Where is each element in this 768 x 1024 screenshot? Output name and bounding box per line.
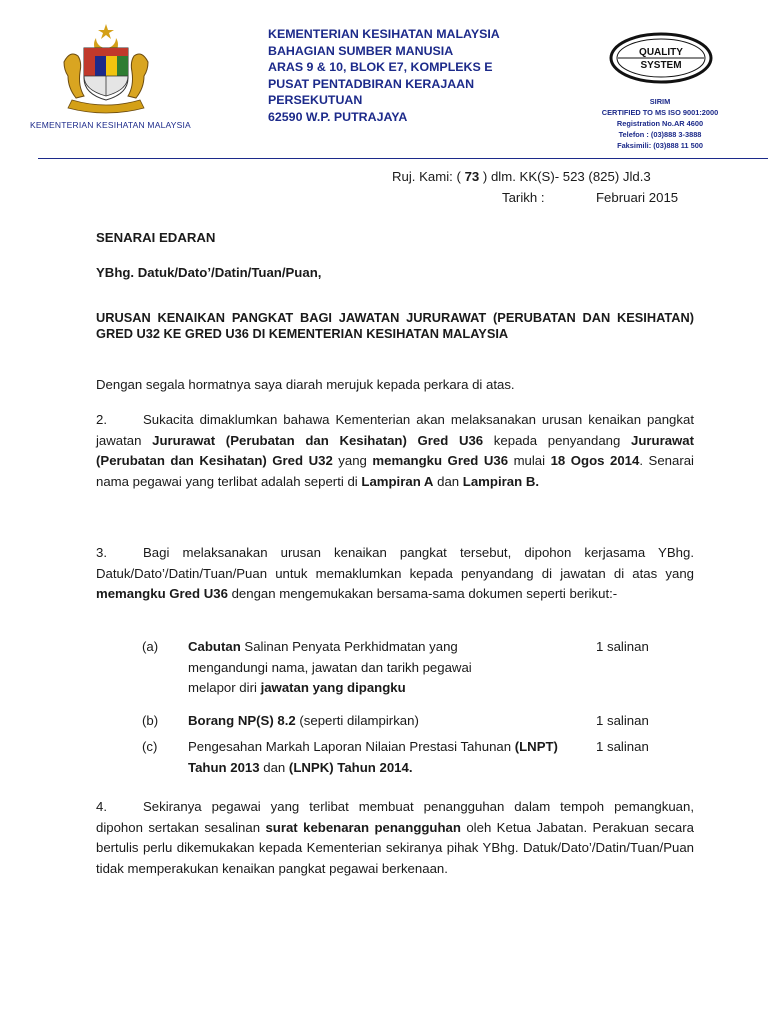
paragraph-2: 2. Sukacita dimaklumkan bahawa Kementerian akan melaksanakan urusan kenaikan pangkat jawatan Jururawat (Perubatan dan Kesihatan) Gred U36 kepada penyandang Jururawat (Perubatan dan Kesihatan) Gred U32 yang memangku Gred U36 mulai 18 Ogos 2014. Senarai nama pegawai yang terlibat adalah seperti di Lampiran A dan Lampiran B.	[96, 412, 695, 489]
paragraph-number: 4.	[96, 799, 107, 814]
reference-block	[392, 166, 678, 208]
item-description: Borang NP(S) 8.2 (seperti dilampirkan)	[188, 713, 419, 728]
paragraph-1: Dengan segala hormatnya saya diarah merujuk kepada perkara di atas.	[96, 377, 515, 392]
certified-text: CERTIFIED TO MS ISO 9001:2000	[601, 108, 719, 117]
item-description: Cabutan Salinan Penyata Perkhidmatan yang mengandungi nama, jawatan dan tarikh pegawai melapor diri jawatan yang dipangku	[188, 639, 472, 695]
org-line: PERSEKUTUAN	[268, 93, 363, 107]
paragraph-number: 3.	[96, 545, 107, 560]
org-line: BAHAGIAN SUMBER MANUSIA	[268, 43, 454, 58]
sirim-label: SIRIM	[649, 97, 671, 106]
date-value: Februari 2015	[596, 190, 679, 205]
org-line: KEMENTERIAN KESIHATAN MALAYSIA	[268, 27, 500, 41]
item-label: (b)	[142, 713, 159, 728]
salutation: YBhg. Datuk/Dato’/Datin/Tuan/Puan,	[96, 265, 322, 280]
quality-logo-text: QUALITY	[639, 47, 683, 58]
letterhead-divider	[38, 158, 768, 159]
paragraph-4: 4. Sekiranya pegawai yang terlibat membuat penangguhan dalam tempoh pemangkuan, dipohon sertakan sesalinan surat kebenaran penangguhan oleh Ketua Jabatan. Perakuan secara bertulis perlu dikemukakan kepada Kementerian sekiranya pihak YBhg. Datuk/Dato’/Datin/Tuan/Puan tidak memperakukan kenaikan pangkat pegawai berkenaan.	[96, 799, 694, 876]
paragraph-number: 2.	[96, 412, 107, 427]
quality-logo-text: SYSTEM	[640, 60, 682, 71]
certification-block	[590, 96, 730, 151]
crest-caption: KEMENTERIAN KESIHATAN MALAYSIA	[30, 120, 191, 130]
document-list-item	[96, 737, 694, 781]
org-line: PUSAT PENTADBIRAN KERAJAAN	[268, 76, 475, 91]
faksimili-text: Faksimili: (03)888 11 500	[617, 141, 703, 150]
item-label: (a)	[142, 639, 159, 654]
item-description: Pengesahan Markah Laporan Nilaian Prestasi Tahunan (LNPT) Tahun 2013 dan (LNPK) Tahun 2014.	[188, 739, 558, 775]
paragraph-3: 3. Bagi melaksanakan urusan kenaikan pangkat tersebut, dipohon kerjasama YBhg. Datuk/Dato’/Datin/Tuan/Puan untuk memaklumkan kepada penyandang di jawatan di atas yang memangku Gred U36 dengan mengemukakan bersama-sama dokumen seperti berikut:-	[96, 545, 694, 601]
org-line: 62590 W.P. PUTRAJAYA	[268, 109, 408, 124]
org-line: ARAS 9 & 10, BLOK E7, KOMPLEKS E	[268, 60, 493, 74]
quality-system-logo	[606, 30, 716, 92]
telefon-text: Telefon : (03)888 3-3888	[618, 130, 702, 139]
item-label: (c)	[142, 739, 158, 754]
organisation-address	[268, 26, 588, 125]
registration-text: Registration No.AR 4600	[616, 119, 704, 128]
subject-line: URUSAN KENAIKAN PANGKAT BAGI JAWATAN JURURAWAT (PERUBATAN DAN KESIHATAN) GRED U32 KE GRED U36 DI KEMENTERIAN KESIHATAN MALAYSIA	[96, 310, 694, 341]
malaysia-coat-of-arms-icon	[58, 22, 154, 114]
distribution-heading: SENARAI EDARAN	[96, 230, 216, 245]
reference-number-value: 73	[464, 169, 480, 184]
item-quantity: 1 salinan	[596, 639, 649, 654]
date-label: Tarikh :	[502, 190, 545, 205]
item-quantity: 1 salinan	[596, 739, 649, 754]
reference-number: Ruj. Kami: ( 73 ) dlm. KK(S)- 523 (825) Jld.3	[392, 169, 651, 184]
document-list-item	[96, 637, 694, 701]
reference-date	[392, 187, 678, 208]
item-quantity: 1 salinan	[596, 713, 649, 728]
document-list-item	[96, 711, 694, 733]
